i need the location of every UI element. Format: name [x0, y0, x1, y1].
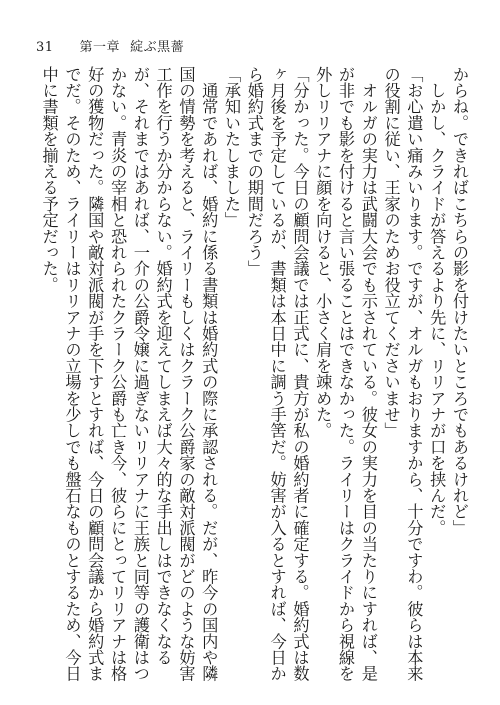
running-header: [36, 36, 184, 55]
paragraph: 「お心遣い痛みいります。ですが、オルガもおりますから、十分ですわ。彼らは本来の役割に従い、王家のためお役立てくださいませ」: [381, 66, 424, 682]
paragraph: しかし、クライドが答えるより先に、リリアナが口を挟んだ。: [427, 66, 447, 536]
paragraph: 「分かった。今日の顧問会議では正式に、貴方が私の婚約者に確定する。婚約式は数ヶ月後を予定しているが、書類は本日中に調う手筈だ。妨害が入るとすれば、今日から婚約式までの期間だろう」: [244, 66, 310, 682]
chapter-title: 綻ぶ黒薔: [130, 40, 185, 55]
paragraph: 「承知いたしました」: [222, 66, 242, 228]
paragraph: からね。できればこちらの影を付けたいところでもあるけれど」: [450, 66, 469, 536]
paragraph: オルガの実力は武闘大会でも示されている。彼女の実力を目の当たりにすれば、是が非でも影を付けると言い張ることはできなかった。ライリーはクライドから視線を外しリリアナに顔を向けると、小さく肩を竦めた。: [313, 66, 378, 682]
vertical-body-text: [38, 66, 470, 688]
page-number: 31: [36, 40, 54, 55]
chapter-heading: [80, 36, 185, 55]
chapter-number: 第一章: [79, 40, 121, 55]
paragraph: 通常であれば、婚約に係る書類は婚約式の際に承認される。だが、昨今の国内や隣国の情勢を考えると、ライリーもしくはクラーク公爵家の敵対派閥がどのような妨害工作を行うか分からない。婚約式を迎えてしまえば大々的な手出しはできなくなるが、それまではあれば、一介の公爵令嬢に過ぎないリリアナに王族と同等の護衛はつかない。青炎の宰相と恐れられたクラーク公爵も亡き今、彼らにとってリリアナは格好の獲物だった。隣国や敵対派閥が手を下すとすれば、今日の顧問会議から婚約式までだ。そのため、ライリーはリリアナの立場を少しでも盤石なものとするため、今日中に書類を揃える予定だった。: [39, 66, 219, 682]
